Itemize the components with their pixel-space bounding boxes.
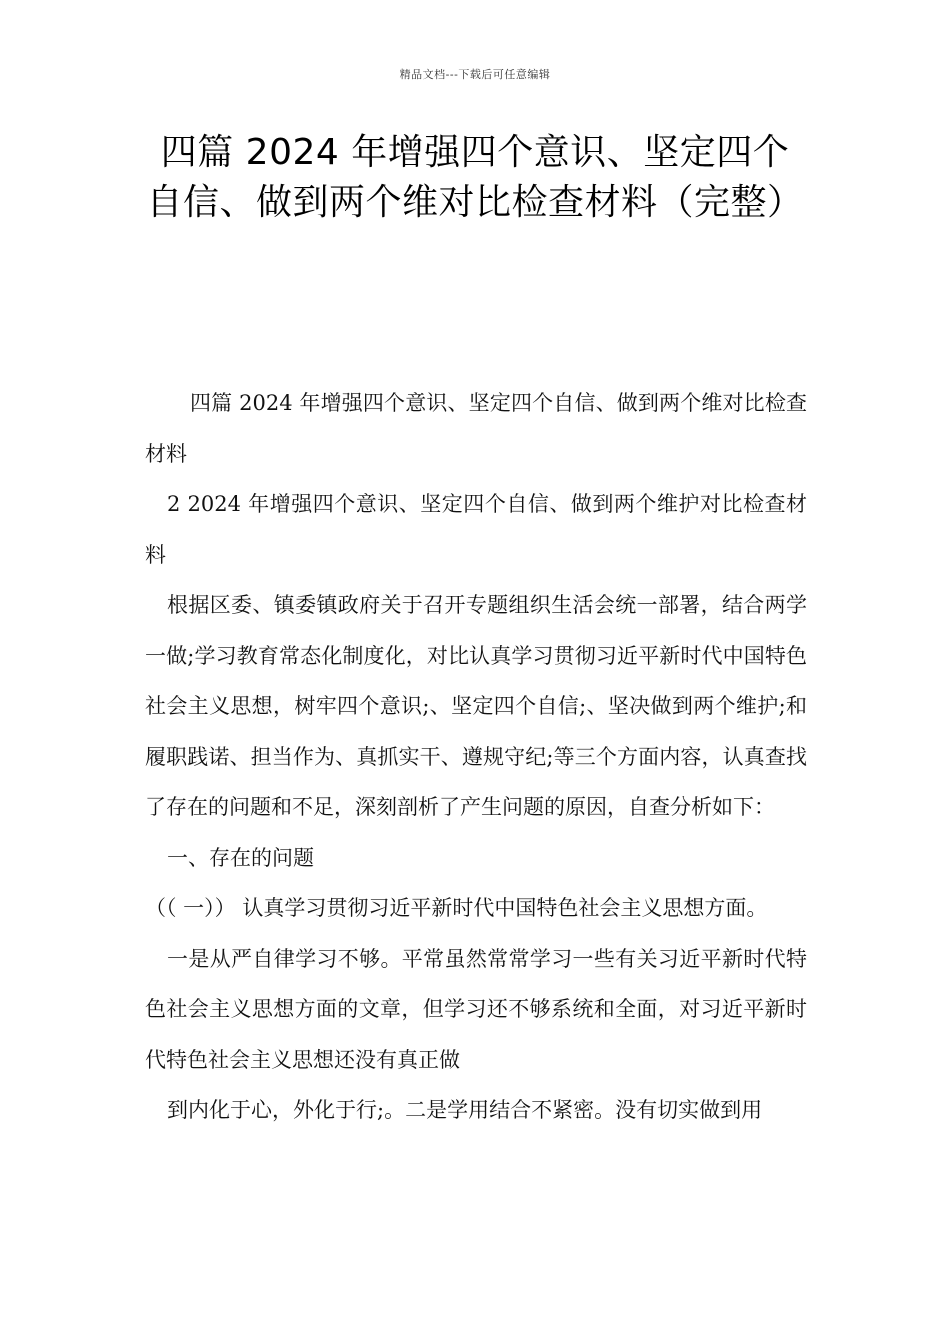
subsection-heading-1: （（ 一）） 认真学习贯彻习近平新时代中国特色社会主义思想方面。 bbox=[145, 896, 768, 920]
paragraph-5: 到内化于心，外化于行;。二是学用结合不紧密。没有切实做到用 bbox=[167, 1098, 763, 1122]
document-body bbox=[145, 378, 807, 1136]
section-heading-1: 一、存在的问题 bbox=[167, 845, 314, 870]
paragraph-4: 一是从严自律学习不够。平常虽然常常学习一些有关习近平新时代特色社会主义思想方面的文章，但学习还不够系统和全面，对习近平新时代特色社会主义思想还没有真正做 bbox=[145, 946, 807, 1072]
header-note: 精品文档---下载后可任意编辑 bbox=[399, 68, 551, 81]
paragraph-2: 2 2024 年增强四个意识、坚定四个自信、做到两个维护对比检查材料 bbox=[145, 492, 807, 567]
document-title: 四篇 2024 年增强四个意识、坚定四个自信、做到两个维对比检查材料（完整） bbox=[146, 132, 804, 223]
paragraph-3: 根据区委、镇委镇政府关于召开专题组织生活会统一部署，结合两学一做;学习教育常态化制度化，对比认真学习贯彻习近平新时代中国特色社会主义思想，树牢四个意识;、坚定四个自信;、坚决做到两个维护;和履职践诺、担当作为、真抓实干、遵规守纪;等三个方面内容，认真查找了存在的问题和不足，深刻剖析了产生问题的原因，自查分析如下： bbox=[145, 593, 807, 819]
paragraph-1: 四篇 2024 年增强四个意识、坚定四个自信、做到两个维对比检查材料 bbox=[145, 391, 807, 466]
